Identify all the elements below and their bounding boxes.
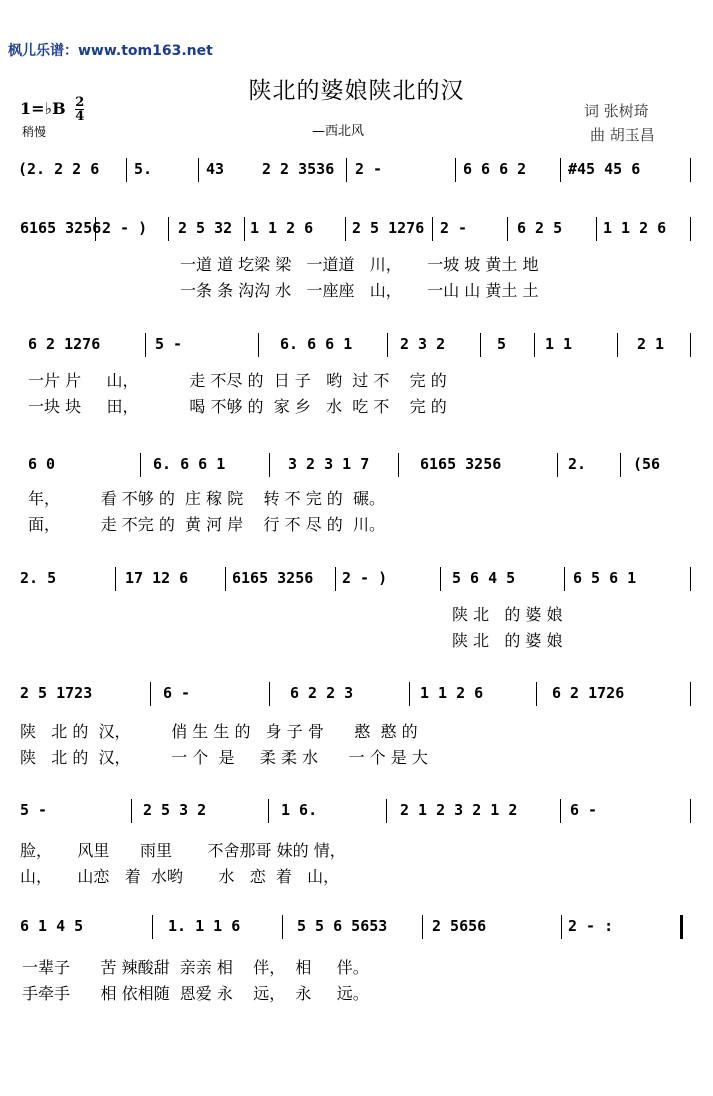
- measure-notes: 6165 3256: [420, 455, 502, 473]
- bar-line: [168, 217, 169, 241]
- measure-notes: 5.: [134, 160, 153, 178]
- bar-line: [507, 217, 508, 241]
- measure-notes: 2 -: [355, 160, 383, 178]
- measure-notes: 2 - :: [568, 917, 614, 935]
- lyrics-verse-1: 一片 片 山， 走 不尽 的 日 子 哟 过 不 完 的: [28, 371, 447, 390]
- measure-notes: (2. 2 2 6: [18, 160, 100, 178]
- measure-notes: 6 6 6 2: [463, 160, 527, 178]
- bar-line: [152, 915, 153, 939]
- bar-line: [422, 915, 423, 939]
- bar-line: [126, 158, 127, 182]
- measure-notes: 17 12 6: [125, 569, 189, 587]
- measure-notes: 2 - ): [102, 219, 148, 237]
- bar-line: [690, 333, 691, 357]
- measure-notes: 2 5 1723: [20, 684, 93, 702]
- lyrics-verse-1: 年， 看 不够 的 庄 稼 院 转 不 完 的 碾。: [28, 489, 385, 508]
- measure-notes: 5 5 6 5653: [297, 917, 388, 935]
- bar-line: [258, 333, 259, 357]
- bar-line: [282, 915, 283, 939]
- measure-notes: 6 0: [28, 455, 56, 473]
- measure-notes: 6. 6 6 1: [153, 455, 226, 473]
- bar-line: [690, 799, 691, 823]
- bar-line: [269, 682, 270, 706]
- bar-line: [269, 453, 270, 477]
- measure-notes: #45 45 6: [568, 160, 641, 178]
- measure-notes: 5: [497, 335, 507, 353]
- bar-line: [386, 799, 387, 823]
- measure-notes: 6 5 6 1: [573, 569, 637, 587]
- bar-line: [534, 333, 535, 357]
- measure-notes: 5 -: [20, 801, 48, 819]
- bar-line: [225, 567, 226, 591]
- bar-line: [536, 682, 537, 706]
- bar-line: [145, 333, 146, 357]
- measure-notes: 2 5 32: [178, 219, 233, 237]
- measure-notes: (56: [633, 455, 661, 473]
- bar-line: [115, 567, 116, 591]
- measure-notes: 1 6.: [281, 801, 318, 819]
- measure-notes: 2 2 3536: [262, 160, 335, 178]
- bar-line: [564, 567, 565, 591]
- measure-notes: 5 6 4 5: [452, 569, 516, 587]
- bar-line: [690, 682, 691, 706]
- measure-notes: 2 1 2 3 2 1 2: [400, 801, 518, 819]
- bar-line: [244, 217, 245, 241]
- lyrics-verse-1: 陕 北 的 婆 娘: [452, 605, 563, 624]
- measure-notes: 1 1: [545, 335, 573, 353]
- key-text: 1=♭B: [20, 99, 66, 118]
- bar-line: [690, 567, 691, 591]
- measure-notes: 2 5656: [432, 917, 487, 935]
- measure-notes: 2.: [568, 455, 587, 473]
- time-signature: [75, 96, 84, 123]
- bar-line: [690, 217, 691, 241]
- lyrics-verse-1: 一道 道 圪梁 梁 一道道 川， 一坡 坡 黄土 地: [180, 255, 539, 274]
- bar-line: [150, 682, 151, 706]
- tempo-marking: 稍慢: [22, 125, 47, 139]
- bar-line: [620, 453, 621, 477]
- lyrics-verse-1: 脸， 风里 雨里 不舍那哥 妹的 情，: [20, 841, 346, 860]
- time-bottom: 4: [75, 109, 85, 124]
- bar-line: [432, 217, 433, 241]
- bar-line: [268, 799, 269, 823]
- measure-notes: 6 2 1276: [28, 335, 101, 353]
- bar-line: [560, 799, 561, 823]
- song-title: 陕北的婆娘陕北的汉: [248, 78, 465, 104]
- lyrics-verse-2: 面， 走 不完 的 黄 河 岸 行 不 尽 的 川。: [28, 515, 385, 534]
- bar-line: [617, 333, 618, 357]
- measure-notes: 2 -: [440, 219, 468, 237]
- measure-notes: 6. 6 6 1: [280, 335, 353, 353]
- measure-notes: 3 2 3 1 7: [288, 455, 370, 473]
- bar-line: [596, 217, 597, 241]
- measure-notes: 2 - ): [342, 569, 388, 587]
- measure-notes: 1 1 2 6: [420, 684, 484, 702]
- style-label: —西北风: [312, 124, 365, 139]
- measure-notes: 43: [206, 160, 225, 178]
- measure-notes: 6 2 5: [517, 219, 563, 237]
- bar-line: [345, 217, 346, 241]
- measure-notes: 6 2 2 3: [290, 684, 354, 702]
- bar-line: [198, 158, 199, 182]
- bar-line: [140, 453, 141, 477]
- time-top: 2: [75, 95, 85, 110]
- measure-notes: 2. 5: [20, 569, 57, 587]
- measure-notes: 2 5 1276: [352, 219, 425, 237]
- measure-notes: 1 1 2 6: [250, 219, 314, 237]
- bar-line: [680, 915, 683, 939]
- measure-notes: 6 -: [570, 801, 598, 819]
- lyrics-verse-2: 一条 条 沟沟 水 一座座 山， 一山 山 黄土 土: [180, 281, 539, 300]
- bar-line: [690, 158, 691, 182]
- lyricist: 词 张树琦: [584, 102, 649, 120]
- bar-line: [440, 567, 441, 591]
- bar-line: [455, 158, 456, 182]
- site-label: 枫儿乐谱：www.tom163.net: [8, 43, 213, 59]
- bar-line: [398, 453, 399, 477]
- measure-notes: 2 1: [637, 335, 665, 353]
- measure-notes: 1 1 2 6: [603, 219, 667, 237]
- bar-line: [387, 333, 388, 357]
- measure-notes: 6 -: [163, 684, 191, 702]
- composer: 曲 胡玉昌: [590, 126, 655, 144]
- bar-line: [561, 915, 562, 939]
- measure-notes: 6 2 1726: [552, 684, 625, 702]
- bar-line: [480, 333, 481, 357]
- measure-notes: 5 -: [155, 335, 183, 353]
- lyrics-verse-2: 陕 北 的 汉， 一 个 是 柔 柔 水 一 个 是 大: [20, 748, 428, 767]
- bar-line: [346, 158, 347, 182]
- bar-line: [131, 799, 132, 823]
- measure-notes: 6165 3256: [232, 569, 314, 587]
- measure-notes: 6 1 4 5: [20, 917, 84, 935]
- bar-line: [560, 158, 561, 182]
- lyrics-verse-2: 陕 北 的 婆 娘: [452, 631, 563, 650]
- measure-notes: 2 5 3 2: [143, 801, 207, 819]
- bar-line: [335, 567, 336, 591]
- lyrics-verse-1: 陕 北 的 汉， 俏 生 生 的 身 子 骨 憨 憨 的: [20, 722, 418, 741]
- key-signature: [20, 96, 84, 123]
- measure-notes: 1. 1 1 6: [168, 917, 241, 935]
- lyrics-verse-2: 山， 山恋 着 水哟 水 恋 着 山，: [20, 867, 340, 886]
- lyrics-verse-2: 手牵手 相 依相随 恩爱 永 远， 永 远。: [22, 984, 369, 1003]
- bar-line: [409, 682, 410, 706]
- bar-line: [557, 453, 558, 477]
- measure-notes: 2 3 2: [400, 335, 446, 353]
- measure-notes: 6165 3256: [20, 219, 102, 237]
- lyrics-verse-1: 一辈子 苦 辣酸甜 亲亲 相 伴， 相 伴。: [22, 958, 369, 977]
- lyrics-verse-2: 一块 块 田， 喝 不够 的 家 乡 水 吃 不 完 的: [28, 397, 447, 416]
